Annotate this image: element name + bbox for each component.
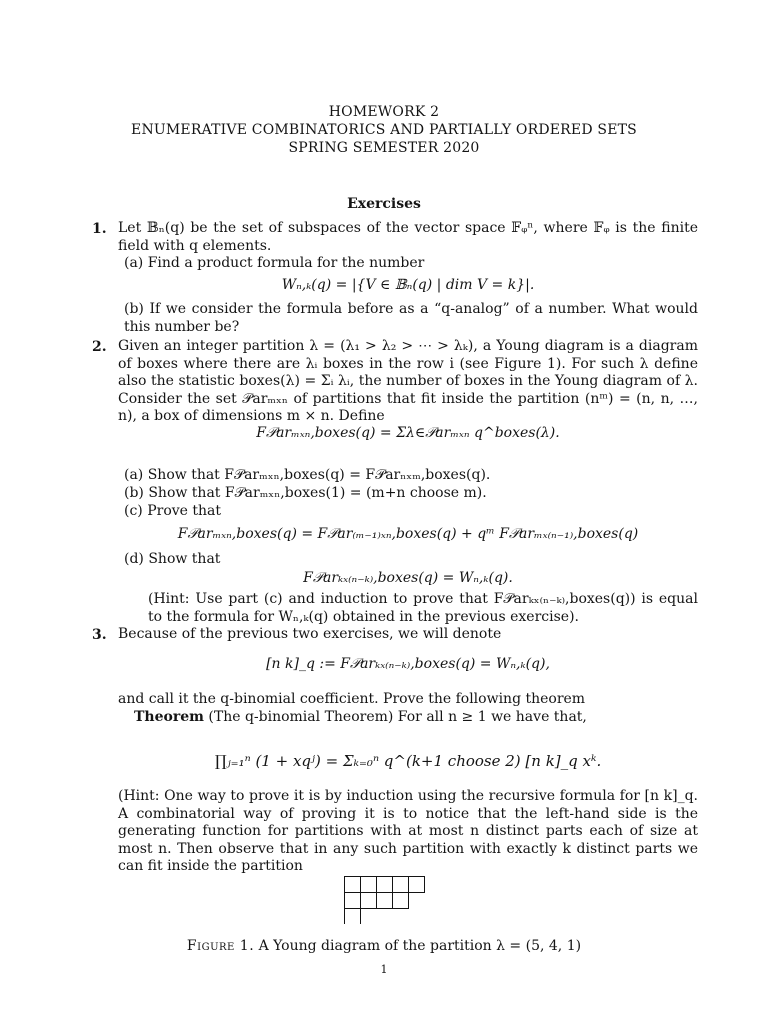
exercise-2-hint: (Hint: Use part (c) and induction to prove that F𝒫arₖₓ₍ₙ₋ₖ₎,boxes(q)) is equal to the formula for Wₙ,ₖ(q) obtained in the previous exercise).: [148, 591, 698, 625]
section-title-exercises: Exercises: [347, 196, 421, 212]
exercise-2-part-c-formula: F𝒫arₘₓₙ,boxes(q) = F𝒫ar₍ₘ₋₁₎ₓₙ,boxes(q) + qᵐ F𝒫arₘₓ₍ₙ₋₁₎,boxes(q): [177, 526, 639, 542]
exercise-3-number: 3.: [92, 627, 107, 643]
theorem-formula: ∏ⱼ₌₁ⁿ (1 + xqʲ) = Σₖ₌₀ⁿ q^(k+1 choose 2) [n k]_q xᵏ.: [214, 752, 602, 770]
young-box: [377, 877, 393, 893]
exercise-1-part-b: (b) If we consider the formula before as a “q-analog” of a number. What would this number be?: [124, 301, 698, 335]
exercise-2-part-c: (c) Prove that: [124, 503, 222, 519]
young-box: [345, 909, 361, 925]
exercise-2-part-d: (d) Show that: [124, 551, 221, 567]
semester-title: SPRING SEMESTER 2020: [288, 140, 480, 156]
page-number: 1: [380, 963, 388, 976]
exercise-1-formula: Wₙ,ₖ(q) = |{V ∈ 𝔹ₙ(q) | dim V = k}|.: [281, 277, 535, 293]
young-box: [377, 893, 393, 909]
theorem-label: Theorem: [134, 709, 204, 725]
figure-label: Figure 1.: [186, 938, 255, 954]
exercise-3-definition-formula: [n k]_q := F𝒫arₖₓ₍ₙ₋ₖ₎,boxes(q) = Wₙ,ₖ(q),: [266, 656, 550, 672]
exercise-2-number: 2.: [92, 339, 107, 355]
young-diagram-boxes: [345, 877, 425, 925]
exercise-2-intro: Given an integer partition λ = (λ₁ > λ₂ > ⋯ > λₖ), a Young diagram is a diagram of boxes where there are λᵢ boxes in the row i (see Figure 1). For such λ define also the statistic boxes(λ) = Σᵢ λᵢ, the number of boxes in the Young diagram of λ. Consider the set 𝒫arₘₓₙ of partitions that fit inside the partition (nᵐ) = (n, n, …, n), a box of dimensions m × n. Define: [118, 338, 698, 425]
exercise-2-part-d-formula: F𝒫arₖₓ₍ₙ₋ₖ₎,boxes(q) = Wₙ,ₖ(q).: [303, 570, 513, 586]
figure-caption-text: A Young diagram of the partition λ = (5, 4, 1): [258, 938, 582, 954]
theorem-text: (The q-binomial Theorem) For all n ≥ 1 we have that,: [208, 709, 587, 725]
exercise-3-hint: (Hint: One way to prove it is by induction using the recursive formula for [n k]_q. A combinatorial way of proving it is to notice that the left-hand side is the generating function for partitions with at most n distinct parts each of size at most n. Then observe that in any such partition with exactly k distinct parts we can fit inside the partition: [118, 788, 698, 875]
young-box: [393, 893, 409, 909]
young-diagram: [344, 876, 426, 924]
theorem-line: [134, 709, 587, 727]
young-box: [361, 893, 377, 909]
young-box: [345, 893, 361, 909]
exercise-2-definition-formula: F𝒫arₘₓₙ,boxes(q) = Σλ∈𝒫arₘₓₙ q^boxes(λ).: [256, 425, 560, 441]
exercise-1-intro: Let 𝔹ₙ(q) be the set of subspaces of the vector space 𝔽ᵩⁿ, where 𝔽ᵩ is the finite field with q elements.: [118, 220, 698, 254]
exercise-1-number: 1.: [92, 221, 107, 237]
course-title: ENUMERATIVE COMBINATORICS AND PARTIALLY ORDERED SETS: [131, 122, 637, 138]
exercise-3-after-text: and call it the q-binomial coefficient. Prove the following theorem: [118, 691, 586, 707]
young-box: [409, 877, 425, 893]
young-box: [345, 877, 361, 893]
exercise-1-part-a: (a) Find a product formula for the number: [124, 255, 425, 271]
young-box: [361, 877, 377, 893]
exercise-3-intro: Because of the previous two exercises, we will denote: [118, 626, 502, 642]
figure-caption: [0, 938, 768, 954]
young-box: [393, 877, 409, 893]
exercise-2-part-a: (a) Show that F𝒫arₘₓₙ,boxes(q) = F𝒫arₙₓₘ,boxes(q).: [124, 467, 491, 483]
exercise-2-part-b: (b) Show that F𝒫arₘₓₙ,boxes(1) = (m+n choose m).: [124, 485, 487, 501]
homework-title: HOMEWORK 2: [328, 104, 440, 120]
